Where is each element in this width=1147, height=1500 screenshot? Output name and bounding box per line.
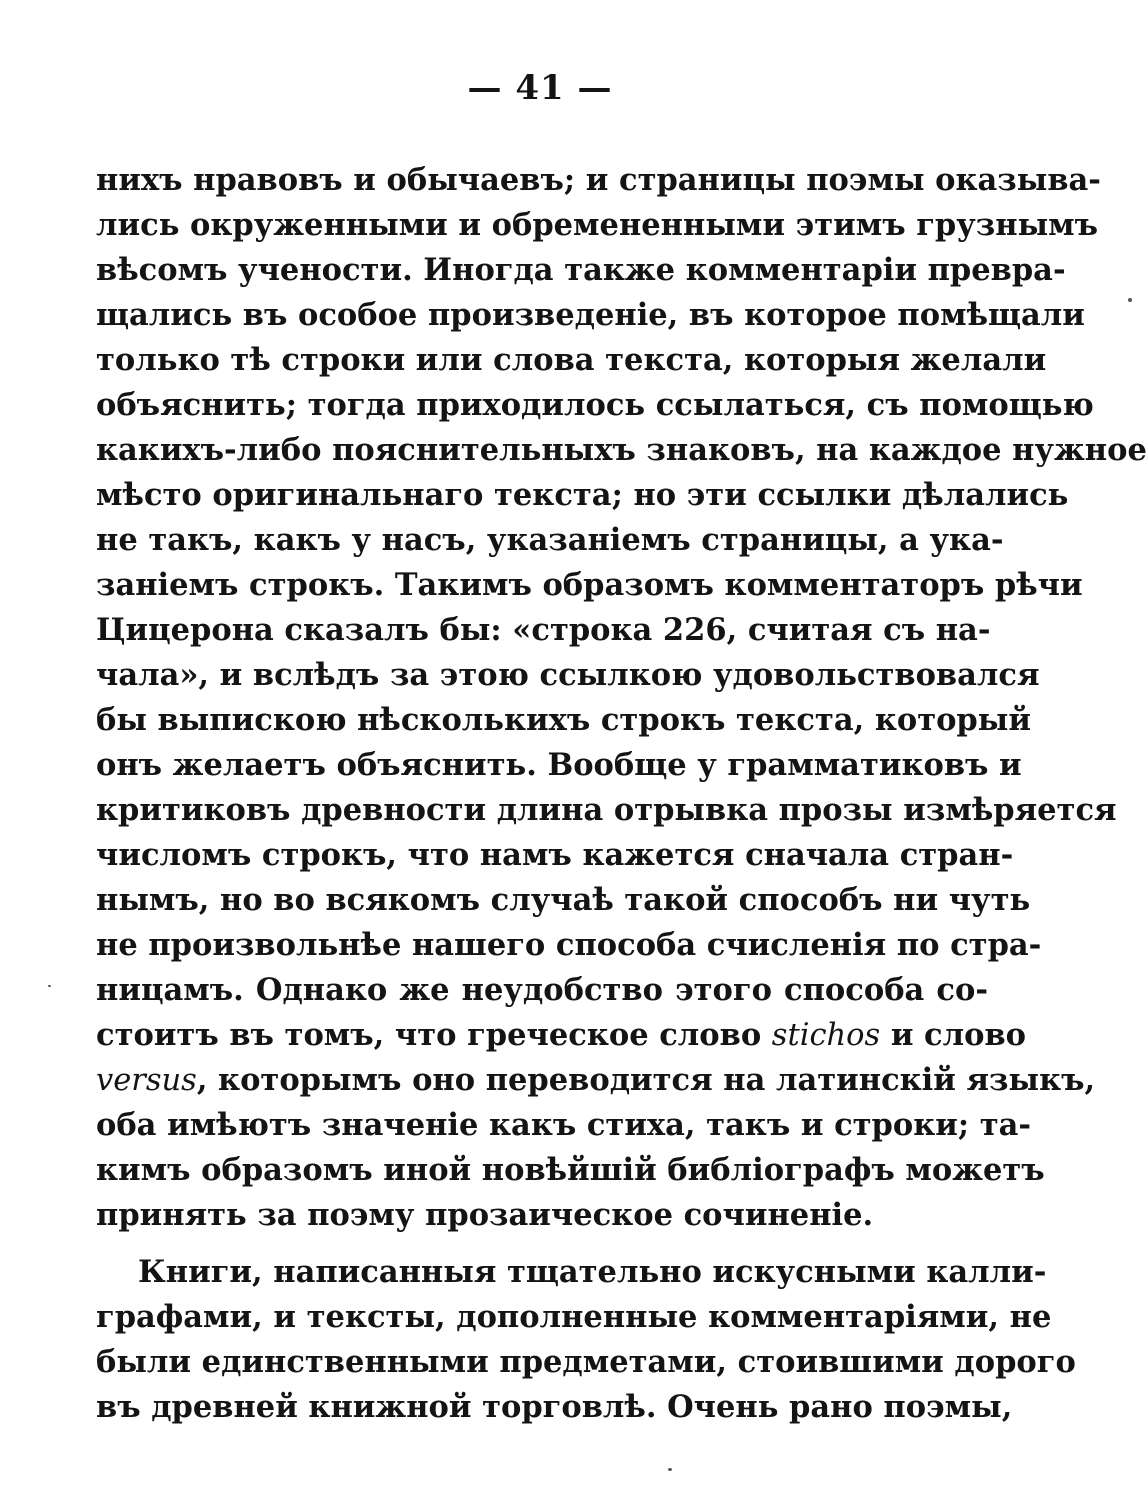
- text-line: заніемъ строкъ. Такимъ образомъ комментаторъ рѣчи: [96, 567, 1083, 603]
- text-line: Цицерона сказалъ бы: «строка 226, считая съ на-: [96, 612, 991, 648]
- text-line: нихъ нравовъ и обычаевъ; и страницы поэмы оказыва-: [96, 162, 1101, 198]
- text-line: вѣсомъ учености. Иногда также комментаріи превра-: [96, 252, 1066, 288]
- text-line: были единственными предметами, стоившими дорого: [96, 1344, 1076, 1380]
- text-line: мѣсто оригинальнаго текста; но эти ссылки дѣлались: [96, 477, 1069, 513]
- text-line: критиковъ древности длина отрывка прозы измѣряется: [96, 792, 1117, 828]
- text-line: стоитъ въ томъ, что греческое слово stichos и слово: [96, 1017, 1027, 1053]
- italic-term: stichos: [771, 1018, 881, 1053]
- text-line: какихъ-либо пояснительныхъ знаковъ, на каждое нужное: [96, 432, 1147, 468]
- scan-speck: [48, 985, 51, 987]
- scan-speck: [1128, 298, 1132, 302]
- text-line: лись окруженными и обремененными этимъ грузнымъ: [96, 207, 1099, 243]
- text-line: ницамъ. Однако же неудобство этого способа со-: [96, 972, 988, 1008]
- text-line-indented: Книги, написанныя тщательно искусными калли-: [138, 1254, 1047, 1290]
- text-line: оба имѣютъ значеніе какъ стиха, такъ и строки; та-: [96, 1107, 1032, 1143]
- text-line: въ древней книжной торговлѣ. Очень рано поэмы,: [96, 1389, 1013, 1425]
- text-line: нымъ, но во всякомъ случаѣ такой способъ ни чуть: [96, 882, 1031, 918]
- text-line: онъ желаетъ объяснить. Вообще у грамматиковъ и: [96, 747, 1022, 783]
- scan-speck: [668, 1468, 672, 1471]
- text-line: числомъ строкъ, что намъ кажется сначала стран-: [96, 837, 1014, 873]
- text-line: не произвольнѣе нашего способа счисленія по стра-: [96, 927, 1042, 963]
- text-line: versus, которымъ оно переводится на латинскій языкъ,: [96, 1062, 1096, 1098]
- text-line: не такъ, какъ у насъ, указаніемъ страницы, а ука-: [96, 522, 1004, 558]
- paragraph-gap: [96, 1238, 988, 1250]
- text-line-last: принять за поэму прозаическое сочиненіе.: [96, 1197, 874, 1233]
- page-number: — 41 —: [467, 68, 613, 108]
- paragraph-1: [96, 158, 1147, 1238]
- paragraph-2: [96, 1250, 1076, 1430]
- italic-term: versus: [96, 1063, 197, 1098]
- page-body-text: [96, 158, 1147, 1430]
- text-line: кимъ образомъ иной новѣйшій библіографъ можетъ: [96, 1152, 1045, 1188]
- text-line: щались въ особое произведеніе, въ которое помѣщали: [96, 297, 1085, 333]
- text-line: чала», и вслѣдъ за этою ссылкою удовольствовался: [96, 657, 1040, 693]
- text-line: бы выпискою нѣсколькихъ строкъ текста, который: [96, 702, 1031, 738]
- text-line: графами, и тексты, дополненные комментаріями, не: [96, 1299, 1052, 1335]
- text-line: только тѣ строки или слова текста, которыя желали: [96, 342, 1047, 378]
- text-line: объяснить; тогда приходилось ссылаться, съ помощью: [96, 387, 1094, 423]
